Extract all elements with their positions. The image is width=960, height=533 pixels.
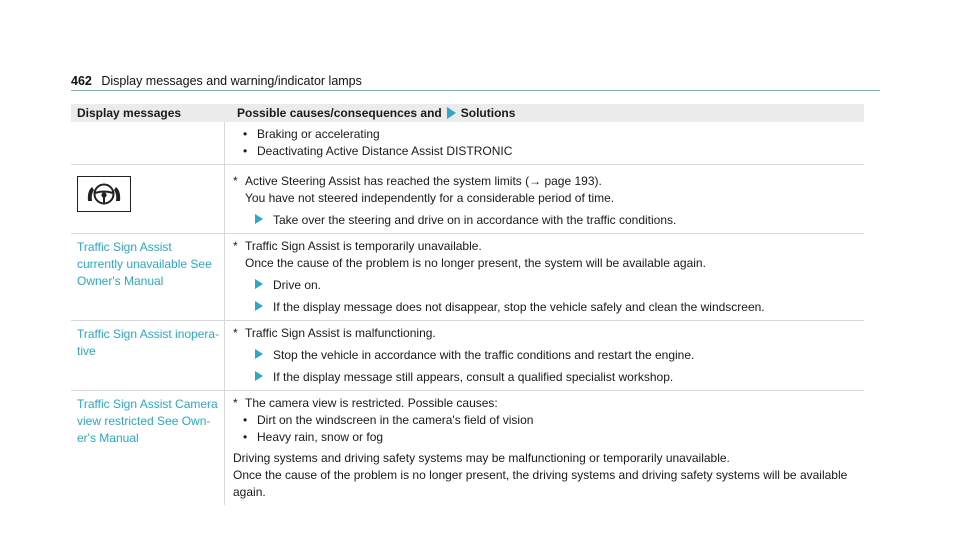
list-item-text: Braking or accelerating [257,127,380,141]
col-header-causes-text: Possible causes/consequences and [237,106,442,120]
cause-line: Active Steering Assist has reached the system limits (→ page 193). [245,174,602,188]
message-cell: Traffic Sign Assist Camera view restricted See Own-er's Manual [71,391,225,505]
table-row [71,165,864,234]
message-cell [71,122,225,164]
col-header-messages: Display messages [77,106,182,120]
solution-arrow-icon [447,107,456,119]
table-row [71,391,864,505]
causes-cell [225,234,864,320]
cause-text: * Traffic Sign Assist is temporarily unavailable. [233,239,482,253]
paragraph: You have not steered independently for a considerable period of time. [245,191,615,205]
header-divider [71,90,880,91]
list-item: • Dirt on the windscreen in the camera's field of vision [243,413,534,427]
solution-step [233,212,858,229]
cause-line: The camera view is restricted. Possible causes: [245,396,498,410]
causes-cell [225,391,864,505]
list-item: • Braking or accelerating [243,127,380,141]
table-row [71,234,864,321]
solution-arrow-icon [255,214,263,224]
solution-arrow-icon [255,301,263,311]
paragraph: Driving systems and driving safety systems may be malfunctioning or temporarily unavailable. [233,451,730,465]
solution-text: Drive on. [273,278,322,292]
solution-text: If the display message still appears, consult a qualified specialist workshop. [273,370,674,384]
solution-arrow-icon [255,279,263,289]
cause-text: * Active Steering Assist has reached the system limits (→ page 193). [233,174,602,188]
causes-cell [225,321,864,390]
page-header [71,74,362,88]
page-header-title: Display messages and warning/indicator lamps [101,74,362,88]
list-item: • Heavy rain, snow or fog [243,430,384,444]
paragraph: Once the cause of the problem is no longer present, the driving systems and driving safety systems will be available again. [233,468,848,499]
message-cell: Traffic Sign Assist inopera-tive [71,321,225,390]
solution-text: Take over the steering and drive on in accordance with the traffic conditions. [273,213,677,227]
causes-cell [225,122,864,164]
causes-cell [225,165,864,233]
col-header-solutions-text: Solutions [460,106,516,120]
display-messages-table [71,104,864,505]
solution-step [233,299,858,316]
list-item-text: Dirt on the windscreen in the camera's field of vision [257,413,534,427]
solution-step [233,277,858,294]
solution-text: Stop the vehicle in accordance with the traffic conditions and restart the engine. [273,348,695,362]
solution-arrow-icon [255,371,263,381]
table-row [71,122,864,165]
cause-text: * The camera view is restricted. Possible causes: [233,396,498,410]
table-header [71,104,864,122]
page-number: 462 [71,74,92,88]
solution-step [233,347,858,364]
steering-wheel-hands-icon [77,176,131,212]
list-item-text: Deactivating Active Distance Assist DISTRONIC [257,144,513,158]
list-item-text: Heavy rain, snow or fog [257,430,384,444]
col-header-causes [231,106,864,120]
cause-line: Traffic Sign Assist is malfunctioning. [245,326,436,340]
cause-line: Traffic Sign Assist is temporarily unavailable. [245,239,482,253]
solution-text: If the display message does not disappear, stop the vehicle safely and clean the windscreen. [273,300,765,314]
solution-step [233,369,858,386]
message-cell [71,165,225,233]
paragraph: Once the cause of the problem is no longer present, the system will be available again. [245,256,706,270]
solution-arrow-icon [255,349,263,359]
message-cell: Traffic Sign Assist currently unavailable See Owner's Manual [71,234,225,320]
cause-text: * Traffic Sign Assist is malfunctioning. [233,326,436,340]
table-row [71,321,864,391]
list-item: • Deactivating Active Distance Assist DISTRONIC [243,144,513,158]
